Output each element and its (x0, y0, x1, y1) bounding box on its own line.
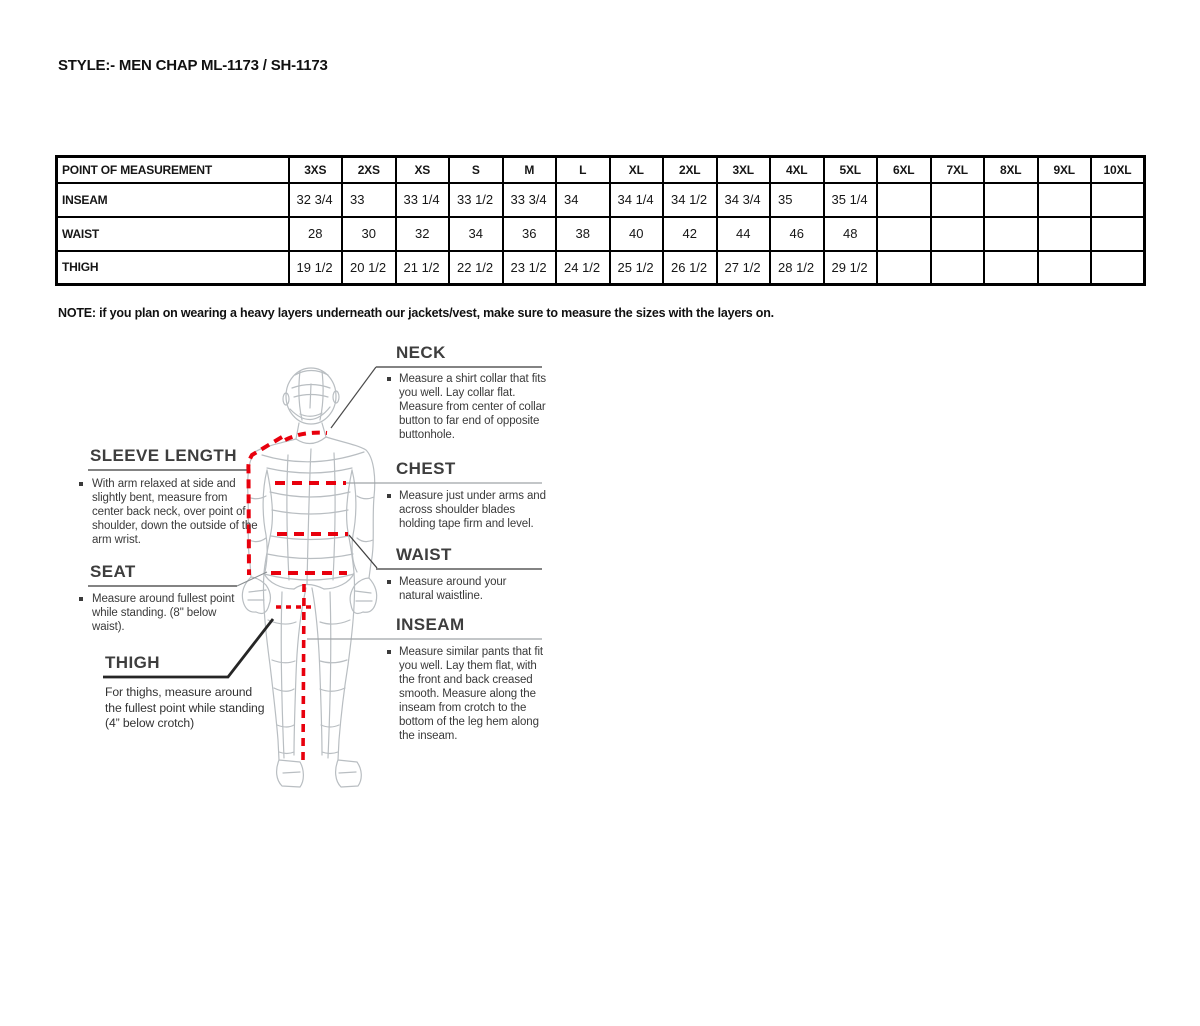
measurement-value-cell: 30 (342, 217, 396, 251)
column-header-size: 2XL (663, 157, 717, 183)
size-chart-header (57, 157, 1145, 183)
chest-heading: CHEST (396, 459, 456, 478)
annotation-chest (396, 459, 546, 530)
measurement-value-cell: 26 1/2 (663, 251, 717, 285)
column-header-size: 3XS (289, 157, 343, 183)
chest-description: Measure just under arms and across shoulder blades holding tape firm and level. (399, 490, 546, 530)
annotation-thigh (105, 653, 265, 730)
column-header-point-of-measurement: POINT OF MEASUREMENT (57, 157, 289, 183)
measurement-value-cell: 23 1/2 (503, 251, 557, 285)
measurement-value-cell (984, 183, 1038, 217)
measurement-value-cell (931, 251, 985, 285)
seat-description: Measure around fullest point while standing. (8" below waist). (92, 593, 235, 633)
measurement-value-cell (877, 251, 931, 285)
measurement-value-cell: 35 1/4 (824, 183, 878, 217)
column-header-size: 9XL (1038, 157, 1092, 183)
measurement-value-cell: 40 (610, 217, 664, 251)
measurement-value-cell (877, 183, 931, 217)
thigh-heading: THIGH (105, 653, 160, 672)
measurement-value-cell (1091, 251, 1145, 285)
measurement-value-cell: 20 1/2 (342, 251, 396, 285)
waist-description: Measure around your natural waistline. (399, 576, 507, 602)
measurement-row (57, 217, 1145, 251)
column-header-size: M (503, 157, 557, 183)
seat-heading: SEAT (90, 562, 136, 581)
size-chart-table (55, 155, 1146, 286)
column-header-size: 2XS (342, 157, 396, 183)
bullet-icon (387, 650, 391, 654)
column-header-size: 6XL (877, 157, 931, 183)
measurement-value-cell: 28 (289, 217, 343, 251)
annotation-waist (396, 545, 507, 602)
column-header-size: 10XL (1091, 157, 1145, 183)
waist-heading: WAIST (396, 545, 452, 564)
sleeve-length-description: With arm relaxed at side and slightly bent, measure from center back neck, over point of shoulder, down the outside of the arm wrist. (92, 478, 258, 546)
measurement-value-cell: 32 (396, 217, 450, 251)
bullet-icon (79, 597, 83, 601)
measurement-value-cell: 35 (770, 183, 824, 217)
neck-heading: NECK (396, 343, 446, 362)
thigh-description: For thighs, measure around the fullest point while standing (4” below crotch) (105, 685, 265, 730)
column-header-size: L (556, 157, 610, 183)
measurement-value-cell (931, 183, 985, 217)
measurement-value-cell: 29 1/2 (824, 251, 878, 285)
measurement-value-cell: 34 (449, 217, 503, 251)
measurement-value-cell: 33 3/4 (503, 183, 557, 217)
annotation-seat (90, 562, 235, 633)
layers-note: NOTE: if you plan on wearing a heavy layers underneath our jackets/vest, make sure to measure the sizes with the layers on. (58, 306, 774, 320)
measurement-value-cell: 25 1/2 (610, 251, 664, 285)
measurement-value-cell (984, 217, 1038, 251)
measurement-value-cell: 48 (824, 217, 878, 251)
measurement-row (57, 183, 1145, 217)
measurement-value-cell: 33 1/2 (449, 183, 503, 217)
bullet-icon (387, 377, 391, 381)
measurement-value-cell: 32 3/4 (289, 183, 343, 217)
column-header-size: 7XL (931, 157, 985, 183)
column-header-size: S (449, 157, 503, 183)
column-header-size: XS (396, 157, 450, 183)
measurement-value-cell: 24 1/2 (556, 251, 610, 285)
measurement-value-cell (984, 251, 1038, 285)
measurement-value-cell: 28 1/2 (770, 251, 824, 285)
column-header-size: 5XL (824, 157, 878, 183)
measurement-value-cell: 22 1/2 (449, 251, 503, 285)
measurement-value-cell: 42 (663, 217, 717, 251)
measurement-value-cell: 36 (503, 217, 557, 251)
inseam-description: Measure similar pants that fit you well. Lay them flat, with the front and back creased smooth. Measure along the inseam from crotch to the bottom of the leg hem along the inseam. (399, 646, 544, 742)
column-header-size: 4XL (770, 157, 824, 183)
measurement-value-cell: 44 (717, 217, 771, 251)
measurement-value-cell: 34 (556, 183, 610, 217)
measurement-value-cell (1091, 183, 1145, 217)
measurement-value-cell: 33 (342, 183, 396, 217)
annotation-sleeve-length (90, 446, 258, 546)
measurement-value-cell (877, 217, 931, 251)
size-chart-body (57, 183, 1145, 285)
sleeve-length-heading: SLEEVE LENGTH (90, 446, 237, 465)
column-header-size: 3XL (717, 157, 771, 183)
bullet-icon (387, 494, 391, 498)
measurement-value-cell: 34 1/4 (610, 183, 664, 217)
row-label: WAIST (57, 217, 289, 251)
measurement-value-cell: 33 1/4 (396, 183, 450, 217)
annotation-neck (396, 343, 546, 441)
measurement-value-cell (1091, 217, 1145, 251)
inseam-heading: INSEAM (396, 615, 465, 634)
row-label: INSEAM (57, 183, 289, 217)
measurement-value-cell (931, 217, 985, 251)
bullet-icon (79, 482, 83, 486)
neck-description: Measure a shirt collar that fits you well. Lay collar flat. Measure from center of collar button to far end of opposite buttonhole. (399, 373, 546, 441)
measurement-value-cell (1038, 217, 1092, 251)
measurement-value-cell: 19 1/2 (289, 251, 343, 285)
measurement-value-cell: 38 (556, 217, 610, 251)
annotation-inseam (396, 615, 544, 742)
measurement-value-cell: 21 1/2 (396, 251, 450, 285)
measurement-value-cell (1038, 183, 1092, 217)
row-label: THIGH (57, 251, 289, 285)
style-title: STYLE:- MEN CHAP ML-1173 / SH-1173 (58, 57, 328, 74)
bullet-icon (387, 580, 391, 584)
column-header-size: 8XL (984, 157, 1038, 183)
measurement-value-cell: 34 1/2 (663, 183, 717, 217)
measurement-value-cell: 34 3/4 (717, 183, 771, 217)
column-header-size: XL (610, 157, 664, 183)
measurement-value-cell: 46 (770, 217, 824, 251)
measurement-row (57, 251, 1145, 285)
measurement-value-cell: 27 1/2 (717, 251, 771, 285)
measurement-value-cell (1038, 251, 1092, 285)
